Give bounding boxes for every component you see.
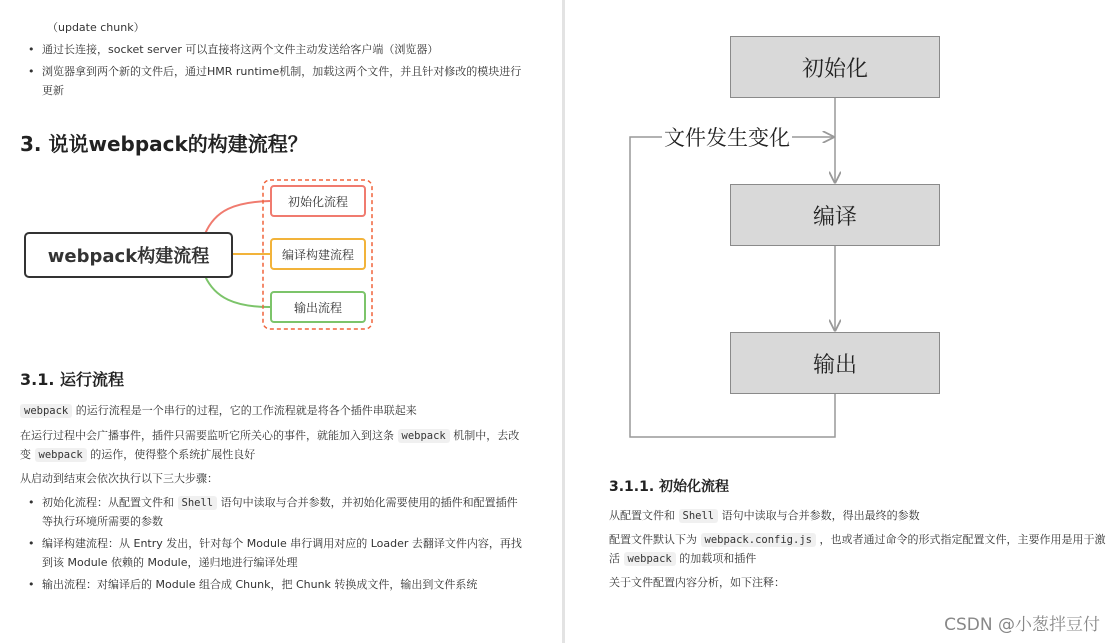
right-page xyxy=(565,0,1114,643)
paragraph-2-line2: 变 webpack 的运作，使得整个系统扩展性良好 xyxy=(20,448,256,461)
flow-node-output: 输出 xyxy=(730,332,940,394)
list-item-continuation: 到该 Module 依赖的 Module，递归地进行编译处理 xyxy=(42,556,298,569)
inline-code: webpack xyxy=(35,448,87,462)
list-item: • 编译构建流程：从 Entry 发出，针对每个 Module 串行调用对应的 Loader 去翻译文件内容，再找 xyxy=(42,534,522,553)
right-paragraph-2-line2: 活 webpack 的加载项和插件 xyxy=(609,552,757,565)
inline-code: Shell xyxy=(679,509,719,523)
list-item: • 输出流程：对编译后的 Module 组合成 Chunk，把 Chunk 转换成文件，输出到文件系统 xyxy=(42,575,477,594)
list-item-continuation: 更新 xyxy=(42,84,64,97)
inline-code: webpack xyxy=(624,552,676,566)
section-heading-3-1: 3.1. 运行流程 xyxy=(20,370,124,389)
inline-code: webpack xyxy=(20,404,72,418)
mindmap-root: webpack构建流程 xyxy=(24,232,233,278)
right-paragraph-2-line1: 配置文件默认下为 webpack.config.js ，也或者通过命令的形式指定配置文件，主要作用是用于激 xyxy=(609,533,1106,546)
inline-code: webpack.config.js xyxy=(701,533,816,547)
paragraph-1: webpack 的运行流程是一个串行的过程，它的工作流程就是将各个插件串联起来 xyxy=(20,401,417,421)
right-paragraph-1: 从配置文件和 Shell 语句中读取与合并参数，得出最终的参数 xyxy=(609,509,920,522)
right-paragraph-3: 关于文件配置内容分析，如下注释： xyxy=(609,576,785,589)
loop-label: 文件发生变化 xyxy=(662,122,792,152)
list-item-continuation: 等执行环境所需要的参数 xyxy=(42,515,163,528)
update-chunk-text: （update chunk） xyxy=(47,21,145,34)
mindmap-node-output: 输出流程 xyxy=(270,291,366,323)
flow-node-init: 初始化 xyxy=(730,36,940,98)
watermark: CSDN @小葱拌豆付 xyxy=(944,615,1100,635)
section-heading-3: 3. 说说webpack的构建流程？ xyxy=(20,132,308,156)
list-item: • 初始化流程：从配置文件和 Shell 语句中读取与合并参数，并初始化需要使用的插件和配置插件 xyxy=(42,493,518,513)
connector-init xyxy=(205,201,270,234)
mindmap-node-init: 初始化流程 xyxy=(270,185,366,217)
inline-code: Shell xyxy=(178,496,218,510)
connector-output xyxy=(205,276,270,307)
inline-code: webpack xyxy=(398,429,450,443)
section-heading-3-1-1: 3.1.1. 初始化流程 xyxy=(609,479,730,495)
list-item: • 浏览器拿到两个新的文件后，通过HMR runtime机制，加载这两个文件，并且针对修改的模块进行 xyxy=(42,62,521,81)
flow-node-compile: 编译 xyxy=(730,184,940,246)
paragraph-3: 从启动到结束会依次执行以下三大步骤： xyxy=(20,472,218,485)
list-item: • 通过长连接，socket server 可以直接将这两个文件主动发送给客户端（浏览器） xyxy=(42,40,438,59)
mindmap-node-compile: 编译构建流程 xyxy=(270,238,366,270)
paragraph-2-line1: 在运行过程中会广播事件，插件只需要监听它所关心的事件，就能加入到这条 webpack 机制中，去改 xyxy=(20,429,520,442)
